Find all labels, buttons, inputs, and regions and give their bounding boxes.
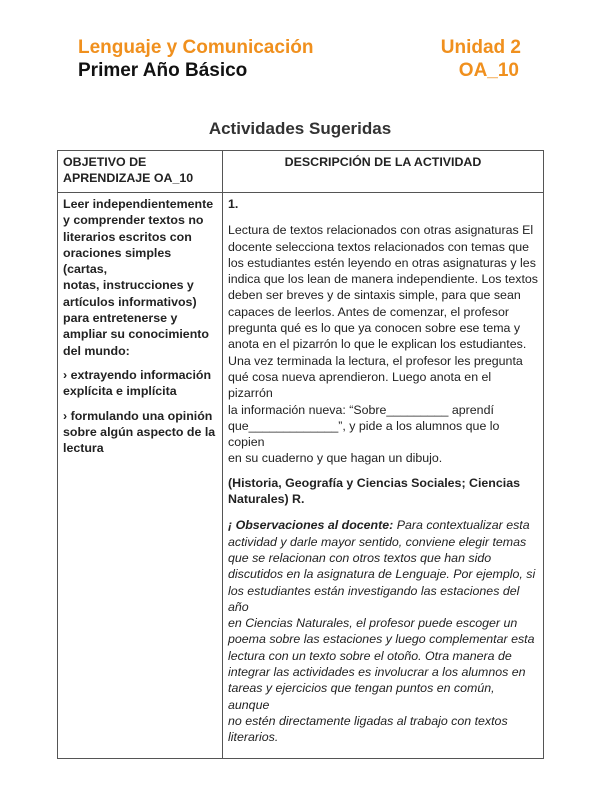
description-cell: [223, 193, 544, 759]
activity-number: 1.: [228, 197, 239, 211]
description-column-header: DESCRIPCIÓN DE LA ACTIVIDAD: [223, 151, 544, 193]
objective-cell: [58, 193, 223, 759]
unit-label: Unidad 2: [440, 37, 521, 58]
page-title: Actividades Sugeridas: [208, 119, 392, 138]
objective-text: Leer independientemente y comprender textos no literarios escritos con oraciones simples (cartas, notas, instrucciones y artículos informativos) para entretenerse y ampliar su conocimiento del mundo:: [63, 197, 214, 358]
activities-table: [57, 150, 544, 759]
objective-column-header: OBJETIVO DE APRENDIZAJE OA_10: [58, 151, 223, 193]
grade-title: Primer Año Básico: [78, 60, 248, 81]
objective-bullet: › formulando una opinión sobre algún aspecto de la lectura: [63, 408, 216, 456]
teacher-observations: [228, 517, 538, 745]
related-subjects: (Historia, Geografía y Ciencias Sociales; Ciencias Naturales) R.: [228, 475, 520, 507]
table-header-row: [58, 151, 544, 193]
subject-title: Lenguaje y Comunicación: [78, 37, 314, 58]
observations-text: Para contextualizar esta actividad y darle mayor sentido, conviene elegir temas que se relacionan con otros textos que han sido discutidos en la asignatura de Lenguaje. Por ejemplo, si los estudiantes están investigando las estaciones del año en Ciencias Naturales, el profesor puede escoger un poema sobre las estaciones y luego complementar esta lectura con un texto sobre el otoño. Otra manera de integrar las actividades es involucrar a los alumnos en tareas y ejercicios que tengan puntos en común, aunque no estén directamente ligadas al trabajo con textos literarios.: [228, 518, 536, 745]
table-row: [58, 193, 544, 759]
activity-text: Lectura de textos relacionados con otras asignaturas El docente selecciona textos relacionados con temas que los estudiantes estén leyendo en otras asignaturas y les indica que los lean de manera independiente. Los textos deben ser breves y de sintaxis simple, para que sean capaces de leerlos. Antes de comenzar, el profesor pregunta qué es lo que ya conocen sobre ese tema y anota en el pizarrón lo que le explican los estudiantes. Una vez terminada la lectura, el profesor les pregunta qué cosa nueva aprendieron. Luego anota en el pizarrón la información nueva: “Sobre_________ aprendí que_____________”, y pide a los alumnos que lo copien en su cuaderno y que hagan un dibujo.: [228, 223, 538, 466]
observations-label: ¡ Observaciones al docente:: [228, 518, 394, 533]
objective-bullet: › extrayendo información explícita e implícita: [63, 367, 212, 399]
oa-label: OA_10: [458, 60, 519, 81]
